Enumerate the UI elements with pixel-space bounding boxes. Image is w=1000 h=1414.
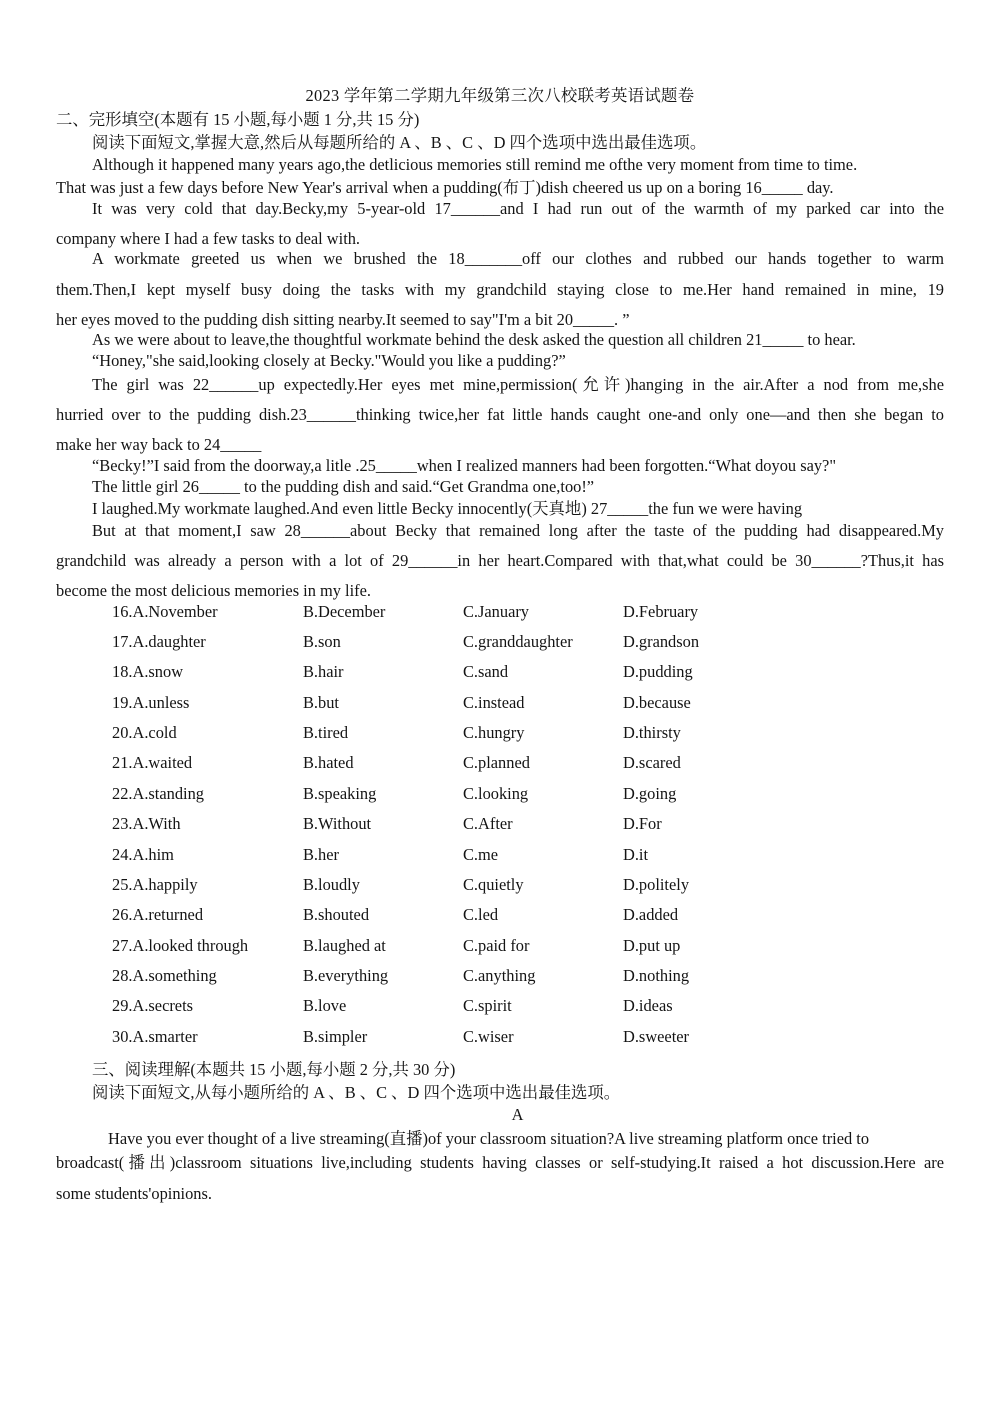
- option-d: D.grandson: [623, 632, 700, 651]
- option-row: [0, 723, 1000, 745]
- option-c: C.hungry: [463, 723, 525, 742]
- option-b: B.speaking: [303, 784, 377, 803]
- option-row: [0, 602, 1000, 624]
- cloze-line: The girl was 22______up expectedly.Her eyes met mine,permission(允许)hanging in the air.After a nod from me,she: [92, 375, 944, 394]
- cloze-line: “Honey,"she said,looking closely at Becky."Would you like a pudding?”: [92, 351, 566, 370]
- option-d: D.politely: [623, 875, 690, 894]
- option-d: D.because: [623, 693, 691, 712]
- option-c: C.After: [463, 814, 513, 833]
- option-row: [0, 753, 1000, 775]
- cloze-line: hurried over to the pudding dish.23______thinking twice,her fat little hands caught one-and only one—and then she began to: [56, 405, 944, 424]
- cloze-line: them.Then,I kept myself busy doing the tasks with my grandchild staying close to me.Her hand remained in mine, 19: [56, 280, 944, 299]
- exam-title: 2023 学年第二学期九年级第三次八校联考英语试题卷: [305, 86, 695, 105]
- section3-instruction: 阅读下面短文,从每小题所给的 A 、B 、C 、D 四个选项中选出最佳选项。: [92, 1083, 621, 1102]
- reading-line: broadcast(播出)classroom situations live,including students having classes or self-studying.It raised a hot discussion.Here are: [56, 1153, 944, 1172]
- option-d: D.February: [623, 602, 699, 621]
- option-row: [0, 875, 1000, 897]
- cloze-line: But at that moment,I saw 28______about Becky that remained long after the taste of the pudding had disappeared.My: [92, 521, 944, 540]
- cloze-line: become the most delicious memories in my life.: [56, 581, 371, 600]
- option-d: D.thirsty: [623, 723, 681, 742]
- option-a: 30.A.smarter: [112, 1027, 198, 1046]
- option-d: D.ideas: [623, 996, 673, 1015]
- option-c: C.led: [463, 905, 499, 924]
- option-row: [0, 693, 1000, 715]
- option-d: D.added: [623, 905, 679, 924]
- option-row: [0, 662, 1000, 684]
- option-row: [0, 845, 1000, 867]
- option-b: B.love: [303, 996, 347, 1015]
- section2-heading: 二、完形填空(本题有 15 小题,每小题 1 分,共 15 分): [56, 110, 420, 129]
- option-c: C.wiser: [463, 1027, 514, 1046]
- option-c: C.sand: [463, 662, 509, 681]
- option-d: D.For: [623, 814, 662, 833]
- option-b: B.but: [303, 693, 339, 712]
- option-d: D.pudding: [623, 662, 693, 681]
- option-a: 19.A.unless: [112, 693, 190, 712]
- option-a: 21.A.waited: [112, 753, 193, 772]
- option-d: D.going: [623, 784, 677, 803]
- option-d: D.nothing: [623, 966, 690, 985]
- option-c: C.me: [463, 845, 499, 864]
- option-row: [0, 784, 1000, 806]
- option-a: 20.A.cold: [112, 723, 177, 742]
- option-c: C.instead: [463, 693, 525, 712]
- cloze-line: make her way back to 24_____: [56, 435, 262, 454]
- option-row: [0, 936, 1000, 958]
- cloze-line: The little girl 26_____ to the pudding dish and said.“Get Grandma one,too!”: [92, 477, 595, 496]
- option-row: [0, 814, 1000, 836]
- option-b: B.shouted: [303, 905, 370, 924]
- option-row: [0, 966, 1000, 988]
- option-b: B.everything: [303, 966, 389, 985]
- option-row: [0, 905, 1000, 927]
- option-b: B.hated: [303, 753, 354, 772]
- option-b: B.hair: [303, 662, 344, 681]
- cloze-line: “Becky!”I said from the doorway,a litle .25_____when I realized manners had been forgotten.“What doyou say?": [92, 456, 837, 475]
- reading-line: some students'opinions.: [56, 1184, 212, 1203]
- cloze-line: As we were about to leave,the thoughtful workmate behind the desk asked the question all children 21_____ to hear.: [92, 330, 856, 349]
- option-a: 26.A.returned: [112, 905, 204, 924]
- cloze-line: It was very cold that day.Becky,my 5-year-old 17______and I had run out of the warmth of my parked car into the: [92, 199, 944, 218]
- option-c: C.planned: [463, 753, 530, 772]
- option-b: B.Without: [303, 814, 372, 833]
- option-a: 24.A.him: [112, 845, 174, 864]
- option-a: 28.A.something: [112, 966, 217, 985]
- cloze-line: company where I had a few tasks to deal with.: [56, 229, 361, 248]
- cloze-line: A workmate greeted us when we brushed the 18_______off our clothes and rubbed our hands together to warm: [92, 249, 944, 268]
- option-a: 17.A.daughter: [112, 632, 206, 651]
- option-d: D.sweeter: [623, 1027, 689, 1046]
- option-row: [0, 632, 1000, 654]
- cloze-line: That was just a few days before New Year's arrival when a pudding(布丁)dish cheered us up on a boring 16_____ day.: [56, 178, 834, 197]
- option-c: C.spirit: [463, 996, 512, 1015]
- option-d: D.put up: [623, 936, 681, 955]
- option-a: 22.A.standing: [112, 784, 204, 803]
- passage-label: A: [511, 1105, 524, 1124]
- option-a: 29.A.secrets: [112, 996, 194, 1015]
- option-b: B.December: [303, 602, 386, 621]
- option-row: [0, 996, 1000, 1018]
- cloze-line: Although it happened many years ago,the detlicious memories still remind me ofthe very moment from time to time.: [92, 155, 858, 174]
- option-c: C.paid for: [463, 936, 530, 955]
- option-b: B.tired: [303, 723, 349, 742]
- option-b: B.loudly: [303, 875, 360, 894]
- option-c: C.January: [463, 602, 530, 621]
- option-c: C.anything: [463, 966, 536, 985]
- cloze-line: her eyes moved to the pudding dish sitting nearby.It seemed to say"I'm a bit 20_____. ”: [56, 310, 630, 329]
- option-a: 18.A.snow: [112, 662, 184, 681]
- option-b: B.laughed at: [303, 936, 386, 955]
- option-row: [0, 1027, 1000, 1049]
- option-c: C.looking: [463, 784, 529, 803]
- option-c: C.quietly: [463, 875, 524, 894]
- option-a: 23.A.With: [112, 814, 181, 833]
- cloze-line: I laughed.My workmate laughed.And even little Becky innocently(天真地) 27_____the fun we were having: [92, 499, 803, 518]
- section3-heading: 三、阅读理解(本题共 15 小题,每小题 2 分,共 30 分): [92, 1060, 456, 1079]
- option-a: 27.A.looked through: [112, 936, 249, 955]
- section2-instruction: 阅读下面短文,掌握大意,然后从每题所给的 A 、B 、C 、D 四个选项中选出最佳选项。: [92, 133, 707, 152]
- option-a: 16.A.November: [112, 602, 218, 621]
- option-d: D.scared: [623, 753, 681, 772]
- cloze-line: grandchild was already a person with a lot of 29______in her heart.Compared with that,what could be 30______?Thus,it has: [56, 551, 944, 570]
- option-c: C.granddaughter: [463, 632, 573, 651]
- reading-line: Have you ever thought of a live streaming(直播)of your classroom situation?A live streaming platform once tried to: [108, 1129, 870, 1148]
- option-a: 25.A.happily: [112, 875, 198, 894]
- option-b: B.son: [303, 632, 341, 651]
- option-b: B.her: [303, 845, 339, 864]
- option-b: B.simpler: [303, 1027, 368, 1046]
- option-d: D.it: [623, 845, 649, 864]
